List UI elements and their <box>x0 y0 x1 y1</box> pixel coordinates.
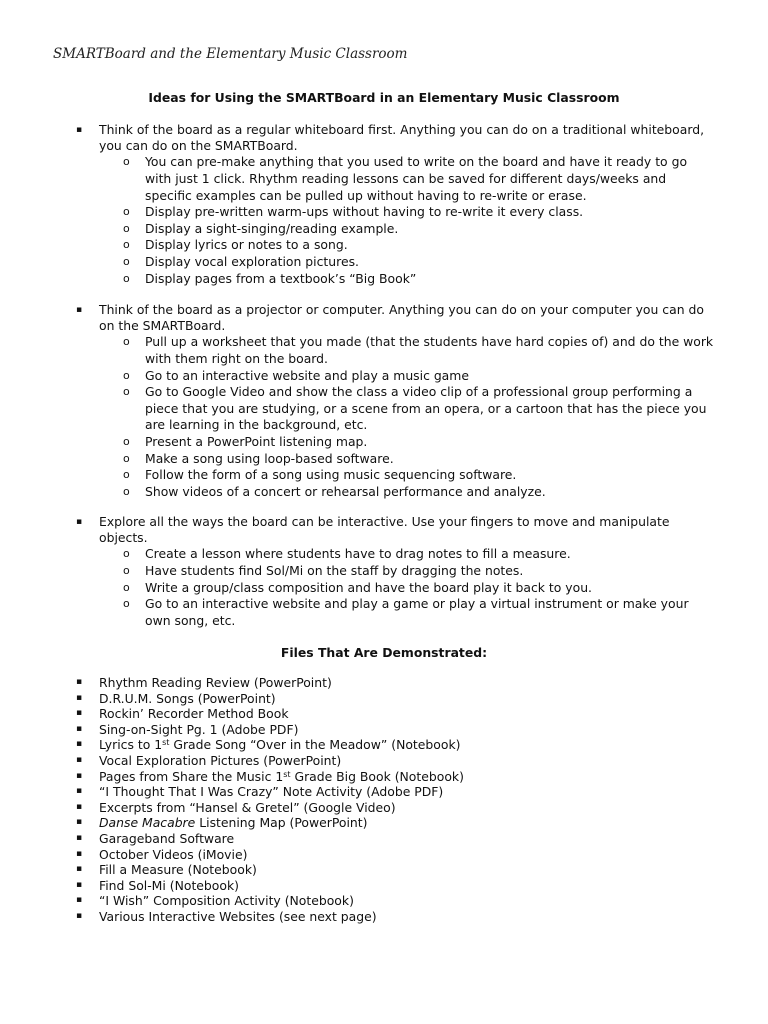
sub-list-item <box>76 563 716 580</box>
file-item-text: Rhythm Reading Review (PowerPoint) <box>99 675 332 690</box>
sub-list-item <box>76 221 716 238</box>
sub-list-item-text: Display lyrics or notes to a song. <box>145 237 348 253</box>
list-item-text: Think of the board as a regular whiteboard first. Anything you can do on a traditional whiteboard, you can do on the SMARTBoard. <box>99 122 705 154</box>
file-item-text: Find Sol-Mi (Notebook) <box>99 877 239 893</box>
running-header: SMARTBoard and the Elementary Music Classroom <box>53 46 408 62</box>
sub-list-item <box>76 204 716 221</box>
sub-list-item <box>76 368 716 385</box>
file-item-text: October Videos (iMovie) <box>99 846 248 862</box>
sub-list-item <box>76 271 716 288</box>
sub-list-item <box>76 484 716 501</box>
circle-bullet-icon: o <box>123 564 130 577</box>
list-item-text: Explore all the ways the board can be interactive. Use your fingers to move and manipulate objects. <box>99 514 670 546</box>
circle-bullet-icon: o <box>123 238 130 252</box>
list-item <box>76 514 716 546</box>
files-list <box>76 675 716 925</box>
file-item-text: Lyrics to 1 <box>99 737 163 753</box>
sub-list-item-text: Make a song using loop-based software. <box>145 450 394 466</box>
sub-list-item <box>76 596 716 629</box>
sub-list-item-text: Go to an interactive website and play a game or play a virtual instrument or make your own song, etc. <box>145 596 689 628</box>
circle-bullet-icon: o <box>123 451 130 465</box>
file-item <box>76 847 716 863</box>
file-item <box>76 675 716 691</box>
circle-bullet-icon: o <box>123 205 130 219</box>
sub-list-item <box>76 467 716 484</box>
circle-bullet-icon: o <box>123 597 130 611</box>
sub-list-item-text: Go to Google Video and show the class a video clip of a professional group performing a piece that you are studying, or a scene from an opera, or a cartoon that has the piece you are learning in the background, etc. <box>145 384 707 433</box>
circle-bullet-icon: o <box>123 468 130 482</box>
sub-list-item-text: Go to an interactive website and play a music game <box>145 367 469 383</box>
square-bullet-icon: ▪ <box>76 801 83 812</box>
file-item <box>76 893 716 909</box>
file-item-text: Rockin’ Recorder Method Book <box>99 706 289 722</box>
file-item-text: D.R.U.M. Songs (PowerPoint) <box>99 690 276 706</box>
sub-list-item <box>76 580 716 597</box>
file-item-text: “I Wish” Composition Activity (Notebook) <box>99 893 354 909</box>
files-heading: Files That Are Demonstrated: <box>280 645 488 660</box>
file-item-text: Pages from Share the Music 1 <box>99 768 284 784</box>
file-item <box>76 784 716 800</box>
square-bullet-icon: ▪ <box>76 754 83 765</box>
file-item <box>76 753 716 769</box>
square-bullet-icon: ▪ <box>76 817 83 828</box>
square-bullet-icon: ▪ <box>76 770 83 781</box>
file-item-text: Various Interactive Websites (see next page) <box>99 908 377 924</box>
square-bullet-icon: ▪ <box>76 125 83 135</box>
sub-list-item-text: You can pre-make anything that you used to write on the board and have it ready to go with just 1 click. Rhythm reading lessons can be saved for different days/weeks and specific examples can be pulled up without having to re-write or erase. <box>145 154 688 203</box>
square-bullet-icon: ▪ <box>76 708 83 719</box>
circle-bullet-icon: o <box>123 580 130 594</box>
circle-bullet-icon: o <box>123 547 130 561</box>
circle-bullet-icon: o <box>123 271 130 285</box>
circle-bullet-icon: o <box>123 221 130 235</box>
square-bullet-icon: ▪ <box>76 739 83 750</box>
sub-list-item <box>76 254 716 271</box>
sub-list-item <box>76 434 716 451</box>
sub-list-item <box>76 237 716 254</box>
ordinal-suffix: st <box>283 769 291 779</box>
file-item-text: “I Thought That I Was Crazy” Note Activity (Adobe PDF) <box>99 784 444 800</box>
file-item <box>76 815 716 831</box>
file-item-text: Fill a Measure (Notebook) <box>99 862 257 878</box>
circle-bullet-icon: o <box>123 155 130 169</box>
sub-list-item <box>76 451 716 468</box>
sub-list-item-text: Display a sight-singing/reading example. <box>145 220 399 236</box>
ideas-section-1 <box>76 122 716 287</box>
file-item-text: Excerpts from “Hansel & Gretel” (Google Video) <box>99 799 396 815</box>
sub-list-item-text: Present a PowerPoint listening map. <box>145 433 368 449</box>
square-bullet-icon: ▪ <box>76 723 83 734</box>
list-item <box>76 122 716 154</box>
ideas-section-2 <box>76 302 716 500</box>
square-bullet-icon: ▪ <box>76 517 83 527</box>
file-item <box>76 737 716 753</box>
file-item-title-italic: Danse Macabre <box>99 815 196 831</box>
square-bullet-icon: ▪ <box>76 786 83 797</box>
page-title: Ideas for Using the SMARTBoard in an Elementary Music Classroom <box>148 90 620 105</box>
sub-list-item-text: Display pre-written warm-ups without having to re-write it every class. <box>145 204 584 220</box>
circle-bullet-icon: o <box>123 368 130 382</box>
file-item-text: Listening Map (PowerPoint) <box>195 815 368 831</box>
sub-list-item <box>76 334 716 367</box>
sub-list-item-text: Show videos of a concert or rehearsal performance and analyze. <box>145 483 546 499</box>
sub-list-item-text: Follow the form of a song using music sequencing software. <box>145 467 517 483</box>
sub-list-item <box>76 154 716 204</box>
file-item-text: Sing-on-Sight Pg. 1 (Adobe PDF) <box>99 721 299 737</box>
file-item <box>76 769 716 785</box>
file-item <box>76 909 716 925</box>
file-item <box>76 831 716 847</box>
file-item-text: Grade Song “Over in the Meadow” (Notebook) <box>169 737 461 753</box>
square-bullet-icon: ▪ <box>76 910 83 921</box>
square-bullet-icon: ▪ <box>76 305 83 315</box>
sub-list-item-text: Display pages from a textbook’s “Big Book” <box>145 270 417 286</box>
square-bullet-icon: ▪ <box>76 895 83 906</box>
circle-bullet-icon: o <box>123 335 130 349</box>
square-bullet-icon: ▪ <box>76 692 83 703</box>
file-item <box>76 722 716 738</box>
file-item <box>76 706 716 722</box>
file-item-text: Garageband Software <box>99 830 235 846</box>
circle-bullet-icon: o <box>123 254 130 268</box>
circle-bullet-icon: o <box>123 434 130 448</box>
square-bullet-icon: ▪ <box>76 879 83 890</box>
sub-list-item-text: Write a group/class composition and have the board play it back to you. <box>145 579 592 595</box>
file-item <box>76 862 716 878</box>
circle-bullet-icon: o <box>123 385 130 399</box>
file-item <box>76 800 716 816</box>
square-bullet-icon: ▪ <box>76 832 83 843</box>
sub-list-item-text: Create a lesson where students have to drag notes to fill a measure. <box>145 546 571 562</box>
sub-list-item <box>76 546 716 563</box>
square-bullet-icon: ▪ <box>76 864 83 875</box>
list-item-text: Think of the board as a projector or computer. Anything you can do on your computer you can do on the SMARTBoard. <box>99 302 704 334</box>
sub-list-item-text: Have students find Sol/Mi on the staff by dragging the notes. <box>145 563 524 578</box>
ordinal-suffix: st <box>162 738 170 748</box>
list-item <box>76 302 716 334</box>
file-item-text: Grade Big Book (Notebook) <box>290 768 464 784</box>
sub-list-item <box>76 384 716 434</box>
ideas-section-3 <box>76 514 716 629</box>
circle-bullet-icon: o <box>123 484 130 498</box>
file-item-text: Vocal Exploration Pictures (PowerPoint) <box>99 752 342 768</box>
square-bullet-icon: ▪ <box>76 677 83 687</box>
sub-list-item-text: Pull up a worksheet that you made (that the students have hard copies of) and do the work with them right on the board. <box>145 334 714 366</box>
square-bullet-icon: ▪ <box>76 848 83 859</box>
file-item <box>76 691 716 707</box>
sub-list-item-text: Display vocal exploration pictures. <box>145 253 359 269</box>
file-item <box>76 878 716 894</box>
